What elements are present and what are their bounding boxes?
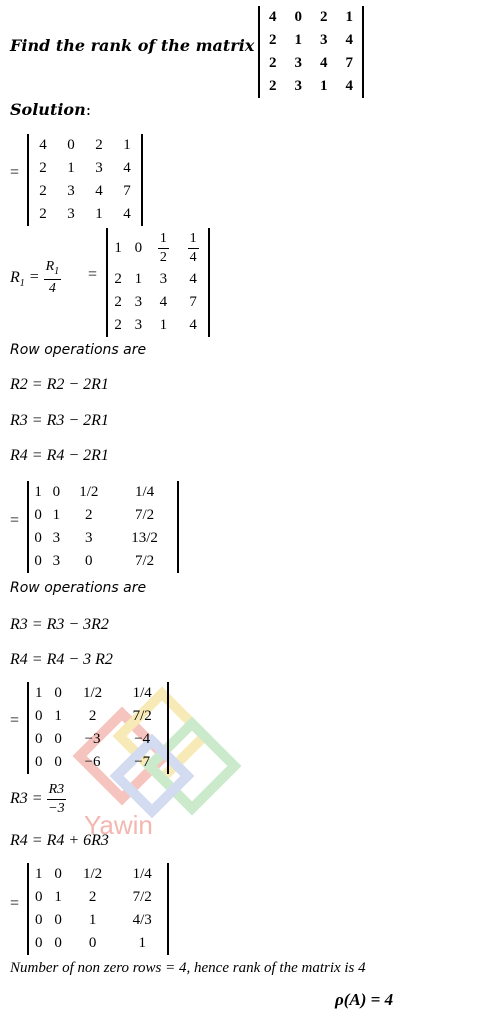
matrix-cell: 0 (54, 866, 62, 882)
matrix-cell: 1 (138, 935, 146, 951)
matrix-cell: 0 (34, 530, 42, 546)
matrix-e (27, 863, 169, 955)
matrix-cell: 2 (114, 294, 122, 310)
matrix-cell: 4/3 (132, 912, 152, 928)
matrix-cell: 0 (34, 708, 43, 724)
matrix-cell: 1 (52, 507, 61, 523)
matrix-row (260, 52, 362, 75)
matrix-cell: 0 (54, 685, 62, 701)
matrix-row (29, 682, 167, 705)
matrix-cell: 7/2 (132, 708, 152, 724)
matrix-cell: 2 (269, 78, 277, 94)
matrix-cell: 1 (67, 160, 75, 176)
matrix-row (29, 134, 141, 157)
matrix-cell: 7 (123, 183, 131, 199)
matrix-cell: 3 (294, 78, 302, 94)
matrix-cell: 1 (345, 9, 353, 25)
matrix-cell: 1/4 (134, 484, 155, 500)
step-r3: R3 = $\frac{R3}{-3}$ (10, 782, 65, 816)
matrix-cell: 1 (294, 32, 302, 48)
matrix-cell: 4 (189, 271, 197, 287)
matrix-cell: −7 (134, 754, 151, 770)
matrix-cell: 4 (345, 32, 353, 48)
matrix-row (29, 751, 167, 774)
matrix-cell: 1 (34, 484, 42, 500)
matrix-cell: 13/2 (131, 530, 158, 546)
matrix-cell: 4 (159, 294, 168, 310)
matrix-cell: 2 (269, 32, 277, 48)
matrix-cell: 0 (85, 553, 93, 569)
matrix-cell: 2 (320, 9, 328, 25)
matrix-cell: 0 (34, 553, 42, 569)
matrix-cell: 0 (294, 9, 302, 25)
matrix-cell: 3 (52, 530, 61, 546)
step-r1-frac: $\frac{R_1}{4}$ (45, 259, 60, 296)
matrix-cell: 1 (54, 889, 62, 905)
matrix-cell: 2 (88, 889, 97, 905)
matrix-cell: 1 (95, 206, 103, 222)
matrix-cell: 0 (34, 507, 42, 523)
op-r3-b: R3 = R3 − 3R2 (10, 616, 109, 633)
matrix-row (108, 268, 208, 291)
matrix-cell: 0 (67, 137, 75, 153)
matrix-cell: 2 (88, 708, 97, 724)
matrix-cell: 7/2 (134, 553, 155, 569)
matrix-cell: 2 (95, 137, 103, 153)
matrix-cell: 3 (294, 55, 302, 71)
matrix-cell: 4 (320, 55, 328, 71)
matrix-cell: 3 (67, 183, 75, 199)
matrix-cell: 1 (114, 239, 122, 256)
matrix-cell: 4 (345, 78, 353, 94)
conclusion-text: Number of non zero rows = 4, hence rank of the matrix is 4 (10, 960, 366, 976)
matrix-cell: 4 (189, 317, 197, 333)
matrix-cell: 3 (52, 553, 61, 569)
matrix-row (29, 527, 177, 550)
equals-sign-4: = (10, 712, 20, 729)
matrix-cell: 0 (34, 754, 43, 770)
matrix-cell: 1/2 (82, 866, 103, 882)
matrix-row (29, 203, 141, 226)
equals-sign-3: = (10, 512, 20, 529)
matrix-c (27, 481, 179, 573)
matrix-cell: 4 (123, 160, 131, 176)
matrix-cell-fraction: $\frac{1}{2}$ (159, 230, 167, 265)
matrix-cell: 1 (123, 137, 131, 153)
matrix-cell: 3 (67, 206, 75, 222)
matrix-cell: 1 (159, 317, 168, 333)
matrix-row (108, 228, 208, 268)
matrix-cell: 0 (54, 754, 62, 770)
matrix-cell: 3 (85, 530, 93, 546)
solution-heading (10, 100, 91, 119)
matrix-cell: 0 (34, 935, 43, 951)
matrix-cell: 7/2 (132, 889, 152, 905)
equals-sign-2: = (88, 266, 98, 283)
matrix-cell: 7 (189, 294, 197, 310)
matrix-cell: 2 (39, 160, 47, 176)
matrix-cell: 1 (320, 78, 328, 94)
matrix-row (260, 75, 362, 98)
matrix-cell: 2 (114, 317, 122, 333)
step-r3-frac: $\frac{R3}{-3}$ (48, 782, 65, 816)
step-r4: R4 = R4 + 6R3 (10, 832, 109, 849)
matrix-row (108, 314, 208, 337)
op-r2: R2 = R2 − 2R1 (10, 376, 109, 393)
matrix-row (260, 6, 362, 29)
matrix-cell: 7 (345, 55, 353, 71)
matrix-row (29, 705, 167, 728)
matrix-cell: 0 (34, 912, 43, 928)
matrix-row (29, 886, 167, 909)
matrix-cell: 1 (34, 866, 43, 882)
matrix-cell-fraction: $\frac{1}{4}$ (189, 230, 197, 265)
matrix-cell: 1 (134, 271, 143, 287)
matrix-cell: 0 (134, 239, 143, 256)
matrix-cell: 1/2 (82, 685, 103, 701)
matrix-row (29, 932, 167, 955)
matrix-row (108, 291, 208, 314)
matrix-cell: 2 (39, 206, 47, 222)
matrix-a (27, 134, 143, 226)
op-r3: R3 = R3 − 2R1 (10, 412, 109, 429)
matrix-row (29, 180, 141, 203)
matrix-cell: 3 (159, 271, 168, 287)
matrix-row (29, 550, 177, 573)
op-r4: R4 = R4 − 2R1 (10, 447, 109, 464)
matrix-cell: 7/2 (134, 507, 155, 523)
step-r1: $R_1$ = $\frac{R_1}{4}$ (10, 259, 60, 296)
question-text: Find the rank of the matrix (10, 36, 255, 55)
question-matrix (258, 6, 364, 98)
matrix-cell: 0 (34, 889, 43, 905)
solution-colon: : (85, 100, 92, 119)
row-ops-label-2: Row operations are (10, 580, 147, 596)
matrix-cell: 4 (123, 206, 131, 222)
matrix-cell: −3 (84, 731, 101, 747)
matrix-cell: 1/4 (132, 685, 152, 701)
matrix-cell: 2 (114, 271, 122, 287)
solution-label: Solution (10, 100, 86, 119)
matrix-cell: 3 (95, 160, 103, 176)
matrix-cell: 0 (54, 935, 62, 951)
matrix-cell: −6 (84, 754, 101, 770)
final-answer: ρ(A) = 4 (335, 990, 394, 1009)
op-r4-b: R4 = R4 − 3 R2 (10, 651, 113, 668)
matrix-cell: 3 (134, 317, 143, 333)
matrix-row (29, 909, 167, 932)
matrix-row (29, 863, 167, 886)
matrix-cell: 1/2 (79, 484, 99, 500)
matrix-row (29, 728, 167, 751)
matrix-row (260, 29, 362, 52)
matrix-cell: 2 (39, 183, 47, 199)
matrix-cell: 0 (54, 731, 62, 747)
matrix-cell: 3 (320, 32, 328, 48)
matrix-b (106, 228, 210, 337)
matrix-cell: 0 (88, 935, 97, 951)
matrix-cell: 4 (95, 183, 103, 199)
matrix-cell: 1/4 (132, 866, 152, 882)
matrix-cell: 0 (34, 731, 43, 747)
matrix-cell: 1 (54, 708, 62, 724)
matrix-row (29, 481, 177, 504)
matrix-row (29, 157, 141, 180)
matrix-row (29, 504, 177, 527)
matrix-cell: 2 (85, 507, 93, 523)
matrix-cell: 0 (52, 484, 61, 500)
watermark-text: Yawin (84, 810, 153, 840)
matrix-cell: 4 (39, 137, 47, 153)
matrix-cell: −4 (134, 731, 151, 747)
matrix-cell: 2 (269, 55, 277, 71)
row-ops-label-1: Row operations are (10, 342, 147, 358)
matrix-cell: 1 (34, 685, 43, 701)
equals-sign-1: = (10, 164, 20, 181)
step-r1-lhs: $R_1$ (10, 268, 25, 289)
equals-sign-5: = (10, 895, 20, 912)
matrix-cell: 3 (134, 294, 143, 310)
matrix-cell: 4 (269, 9, 277, 25)
matrix-cell: 1 (88, 912, 97, 928)
matrix-cell: 0 (54, 912, 62, 928)
matrix-d (27, 682, 169, 774)
